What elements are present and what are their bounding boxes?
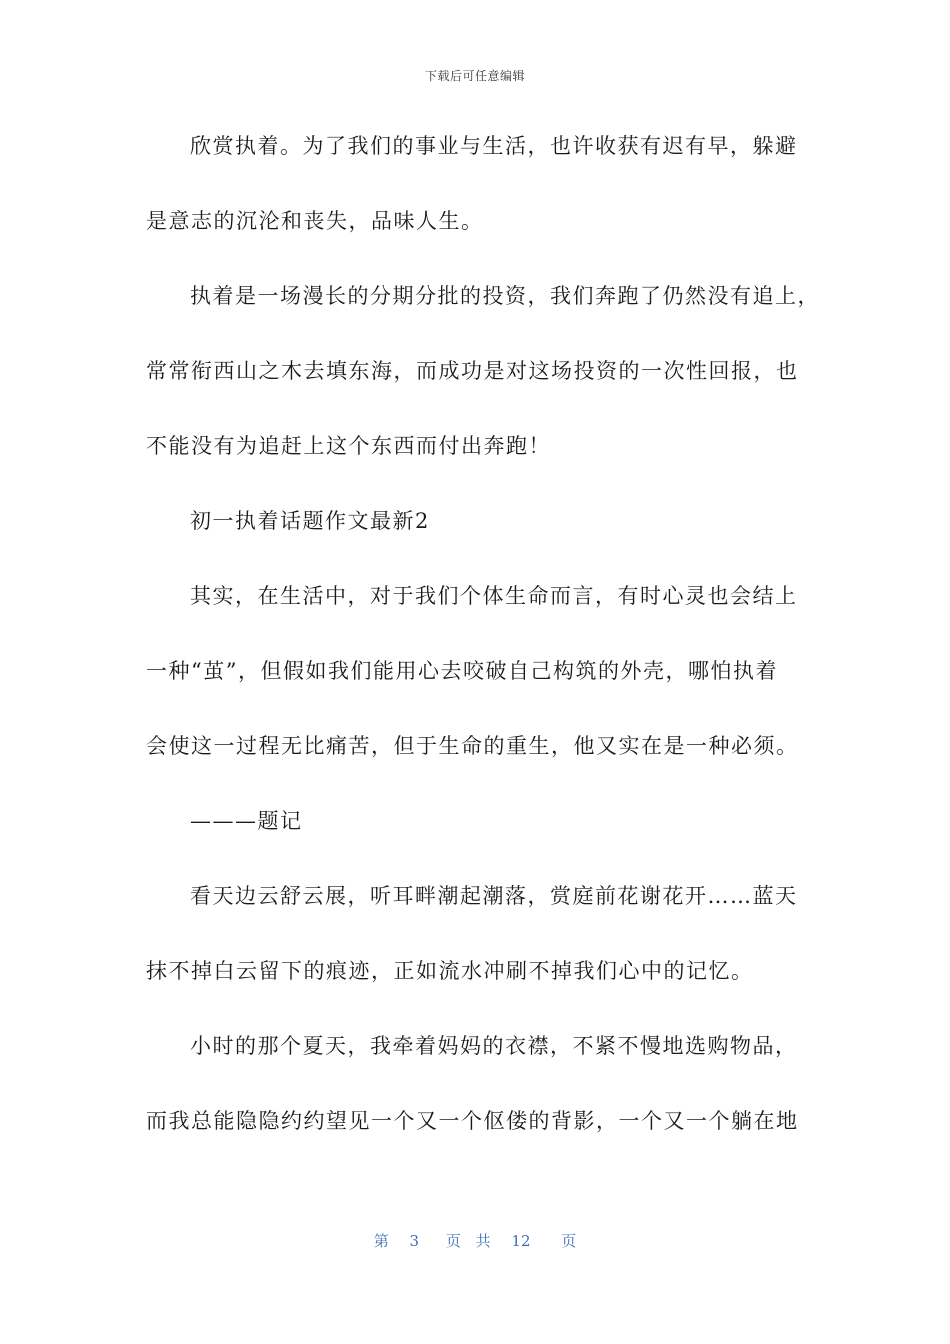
body-line: 小时的那个夏天，我牵着妈妈的衣襟，不紧不慢地选购物品， bbox=[190, 1034, 798, 1058]
body-line: 会使这一过程无比痛苦，但于生命的重生，他又实在是一种必须。 bbox=[146, 734, 799, 758]
footer-total-pages: 12 bbox=[511, 1232, 531, 1250]
body-line: 执着是一场漫长的分期分批的投资，我们奔跑了仍然没有追上， bbox=[190, 284, 820, 308]
footer-suffix: 页 bbox=[561, 1232, 577, 1250]
page-header: 下载后可任意编辑 bbox=[424, 69, 525, 83]
footer-page-label: 页 bbox=[445, 1232, 461, 1250]
page-footer bbox=[0, 1230, 950, 1251]
body-line: 一种“茧”，但假如我们能用心去咬破自己构筑的外壳，哪怕执着 bbox=[146, 659, 778, 683]
body-line: 是意志的沉沦和丧失，品味人生。 bbox=[146, 209, 484, 233]
footer-page-number: 3 bbox=[409, 1232, 420, 1250]
body-line: 抹不掉白云留下的痕迹，正如流水冲刷不掉我们心中的记忆。 bbox=[146, 959, 754, 983]
body-line: 欣赏执着。为了我们的事业与生活，也许收获有迟有早，躲避 bbox=[190, 134, 798, 158]
body-line: 常常衔西山之木去填东海，而成功是对这场投资的一次性回报，也 bbox=[146, 359, 799, 383]
epigraph-attribution: ———题记 bbox=[190, 809, 303, 833]
footer-total-label: 共 bbox=[475, 1232, 491, 1250]
body-line: 其实，在生活中，对于我们个体生命而言，有时心灵也会结上 bbox=[190, 584, 798, 608]
body-line: 而我总能隐隐约约望见一个又一个伛偻的背影，一个又一个躺在地 bbox=[146, 1109, 799, 1133]
body-line: 不能没有为追赶上这个东西而付出奔跑！ bbox=[146, 434, 551, 458]
section-title: 初一执着话题作文最新2 bbox=[190, 509, 430, 533]
footer-prefix: 第 bbox=[373, 1232, 389, 1250]
body-line: 看天边云舒云展，听耳畔潮起潮落，赏庭前花谢花开……蓝天 bbox=[190, 884, 798, 908]
